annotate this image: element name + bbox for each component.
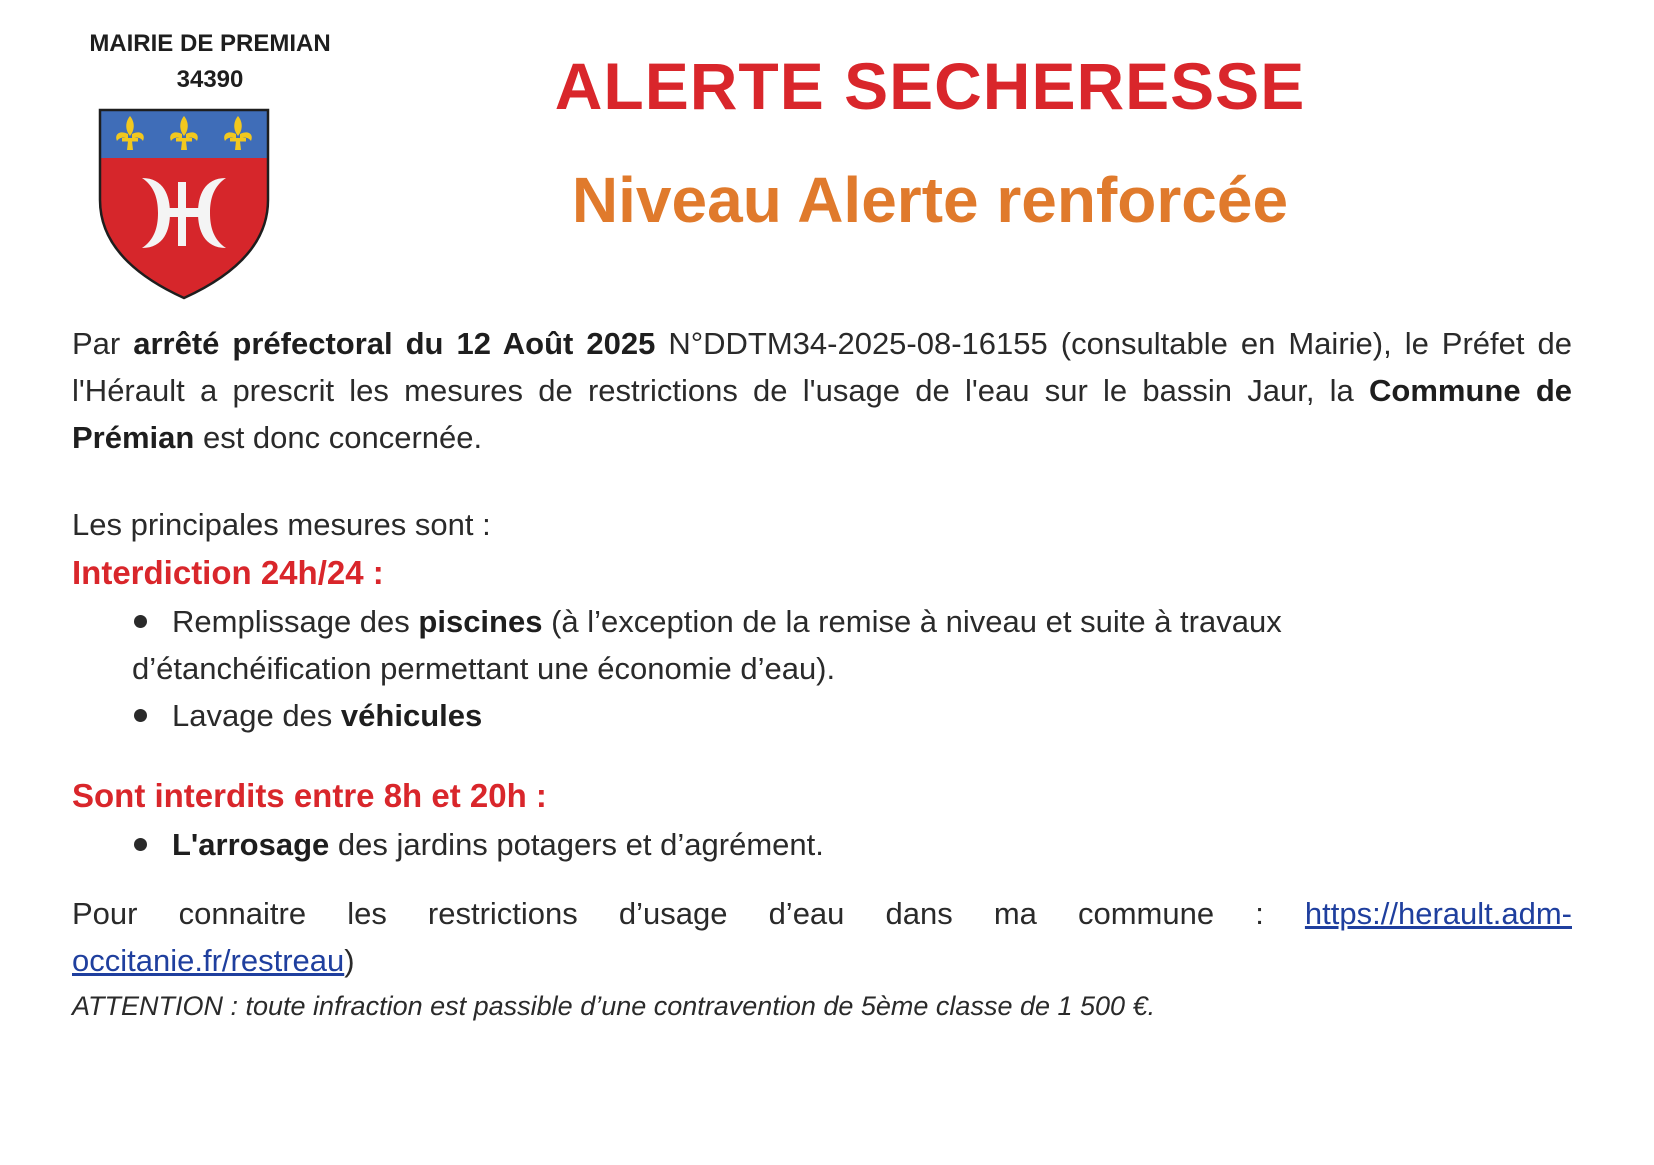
alert-level-subtitle: Niveau Alerte renforcée (571, 164, 1289, 236)
item-text: (à l’exception de la remise à niveau et suite à travaux (542, 604, 1282, 639)
list-item (72, 598, 1572, 692)
coat-of-arms-icon (98, 108, 270, 300)
restrictions-info (72, 890, 1572, 984)
mairie-name: MAIRIE DE PREMIAN (89, 30, 331, 57)
link-part-2[interactable]: occitanie.fr/restreau (72, 943, 345, 978)
item-continuation: d’étanchéification permettant une économie d’eau). (132, 651, 836, 686)
intro-bold-decree: arrêté préfectoral du 12 Août 2025 (133, 326, 656, 361)
measures-intro: Les principales mesures sont : (72, 507, 491, 542)
section-title-24h: Interdiction 24h/24 : (72, 554, 384, 591)
intro-text-2: N°DDTM34-2025-08-16155 (consultable en Mairie), le Préfet de l'Hérault a prescrit les mesures de restrictions de l'usage de l'eau sur le bassin Jaur, la (72, 326, 1572, 408)
intro-paragraph (72, 320, 1572, 461)
measures-list-8h-20h (72, 821, 1572, 868)
link-part-1[interactable]: https://herault.adm- (1304, 896, 1572, 931)
intro-bold-commune: Commune de Prémian (72, 373, 1573, 455)
list-item (72, 821, 1572, 868)
attention-notice: ATTENTION : toute infraction est passible d’une contravention de 5ème classe de 1 500 €. (72, 991, 1156, 1021)
intro-text-3: est donc concernée. (194, 420, 483, 455)
item-bold: véhicules (340, 698, 483, 733)
measures-list-24h (72, 598, 1572, 739)
item-bold: piscines (418, 604, 543, 639)
item-text: Remplissage des (172, 604, 419, 639)
section-title-8h-20h: Sont interdits entre 8h et 20h : (72, 777, 547, 814)
list-item (72, 692, 1572, 739)
item-text: Lavage des (172, 698, 341, 733)
restrictions-text: Pour connaitre les restrictions d’usage d’eau dans ma commune : (72, 896, 1264, 931)
mairie-header (60, 26, 360, 98)
mairie-postcode: 34390 (176, 66, 244, 93)
intro-text-1: Par (72, 326, 134, 361)
closing-paren: ) (344, 943, 355, 978)
bullet-icon (134, 709, 147, 722)
item-text: des jardins potagers et d’agrément. (329, 827, 824, 862)
item-bold: L'arrosage (172, 827, 330, 862)
page-title: ALERTE SECHERESSE (554, 49, 1306, 123)
bullet-icon (134, 838, 147, 851)
bullet-icon (134, 615, 147, 628)
main-content (72, 320, 1572, 1028)
